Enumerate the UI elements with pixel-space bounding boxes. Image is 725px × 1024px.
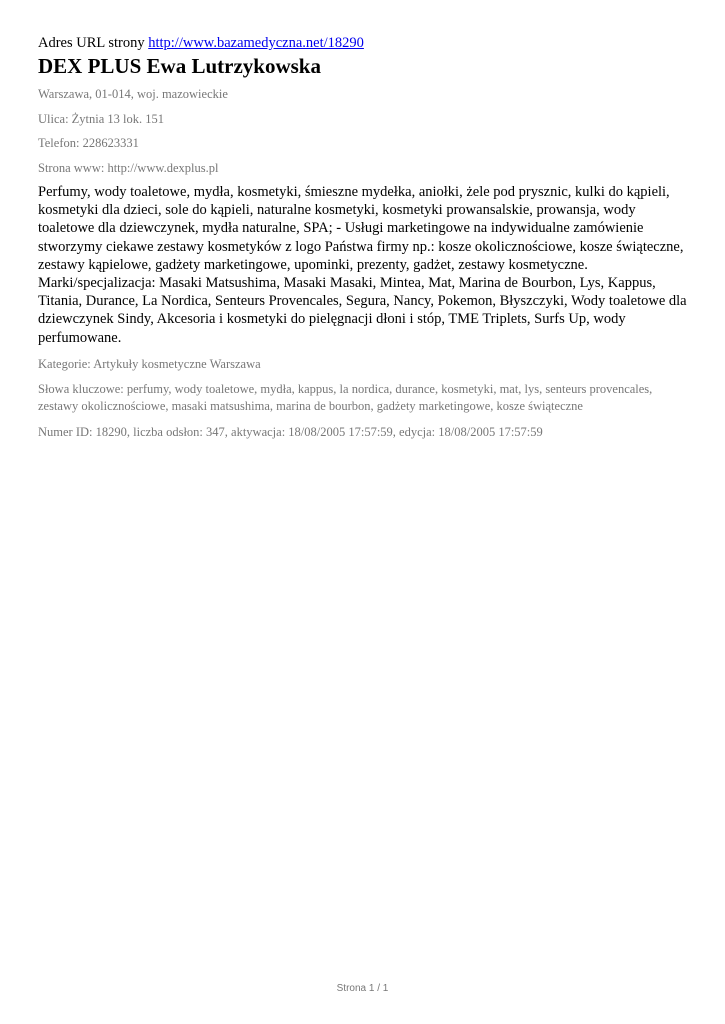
page-number-footer: Strona 1 / 1	[336, 983, 389, 994]
company-description: Perfumy, wody toaletowe, mydła, kosmetyki, śmieszne mydełka, aniołki, żele pod prysznic, kulki do kąpieli, kosmetyki dla dzieci, sole do kąpieli, naturalne kosmetyki, kosmetyki prowansalskie, prowansja, wody toaletowe dla dziewczynek, mydła naturalne, SPA; - Usługi marketingowe na indywidualne zamówienie stworzymy ciekawe zestawy kosmetyków z logo Państwa firmy np.: kosze okolicznościowe, kosze świąteczne, zestawy kąpielowe, gadżety marketingowe, upominki, prezenty, gadżet, zestawy kosmetyczne. Marki/specjalizacja: Masaki Matsushima, Masaki Masaki, Mintea, Mat, Marina de Bourbon, Lys, Kappus, Titania, Durance, La Nordica, Senteurs Provencales, Segura, Nancy, Pokemon, Błyszczyki, Wody toaletowe dla dziewczynek Sindy, Akcesoria i kosmetyki do pielęgnacji dłoni i stóp, TME Triplets, Surfs Up, wody perfumowane.	[38, 184, 687, 346]
company-phone: Telefon: 228623331	[38, 136, 139, 150]
record-info-line: Numer ID: 18290, liczba odsłon: 347, aktywacja: 18/08/2005 17:57:59, edycja: 18/08/2005 17:57:59	[38, 424, 543, 439]
company-address: Warszawa, 01-014, woj. mazowieckie	[38, 87, 228, 101]
company-name: DEX PLUS Ewa Lutrzykowska	[38, 54, 321, 78]
source-url-line	[38, 34, 688, 53]
company-website: Strona www: http://www.dexplus.pl	[38, 161, 219, 175]
source-url-link[interactable]: http://www.bazamedyczna.net/18290	[148, 35, 364, 51]
page-content	[38, 34, 688, 440]
source-url-prefix: Adres URL strony	[38, 35, 149, 51]
categories-line: Kategorie: Artykuły kosmetyczne Warszawa	[38, 356, 261, 371]
company-street: Ulica: Żytnia 13 lok. 151	[38, 112, 165, 126]
keywords-line: Słowa kluczowe: perfumy, wody toaletowe, mydła, kappus, la nordica, durance, kosmetyki, mat, lys, senteurs provencales, zestawy okolicznościowe, masaki matsushima, marina de bourbon, gadżety marketingowe, kosze świąteczne	[38, 381, 653, 413]
